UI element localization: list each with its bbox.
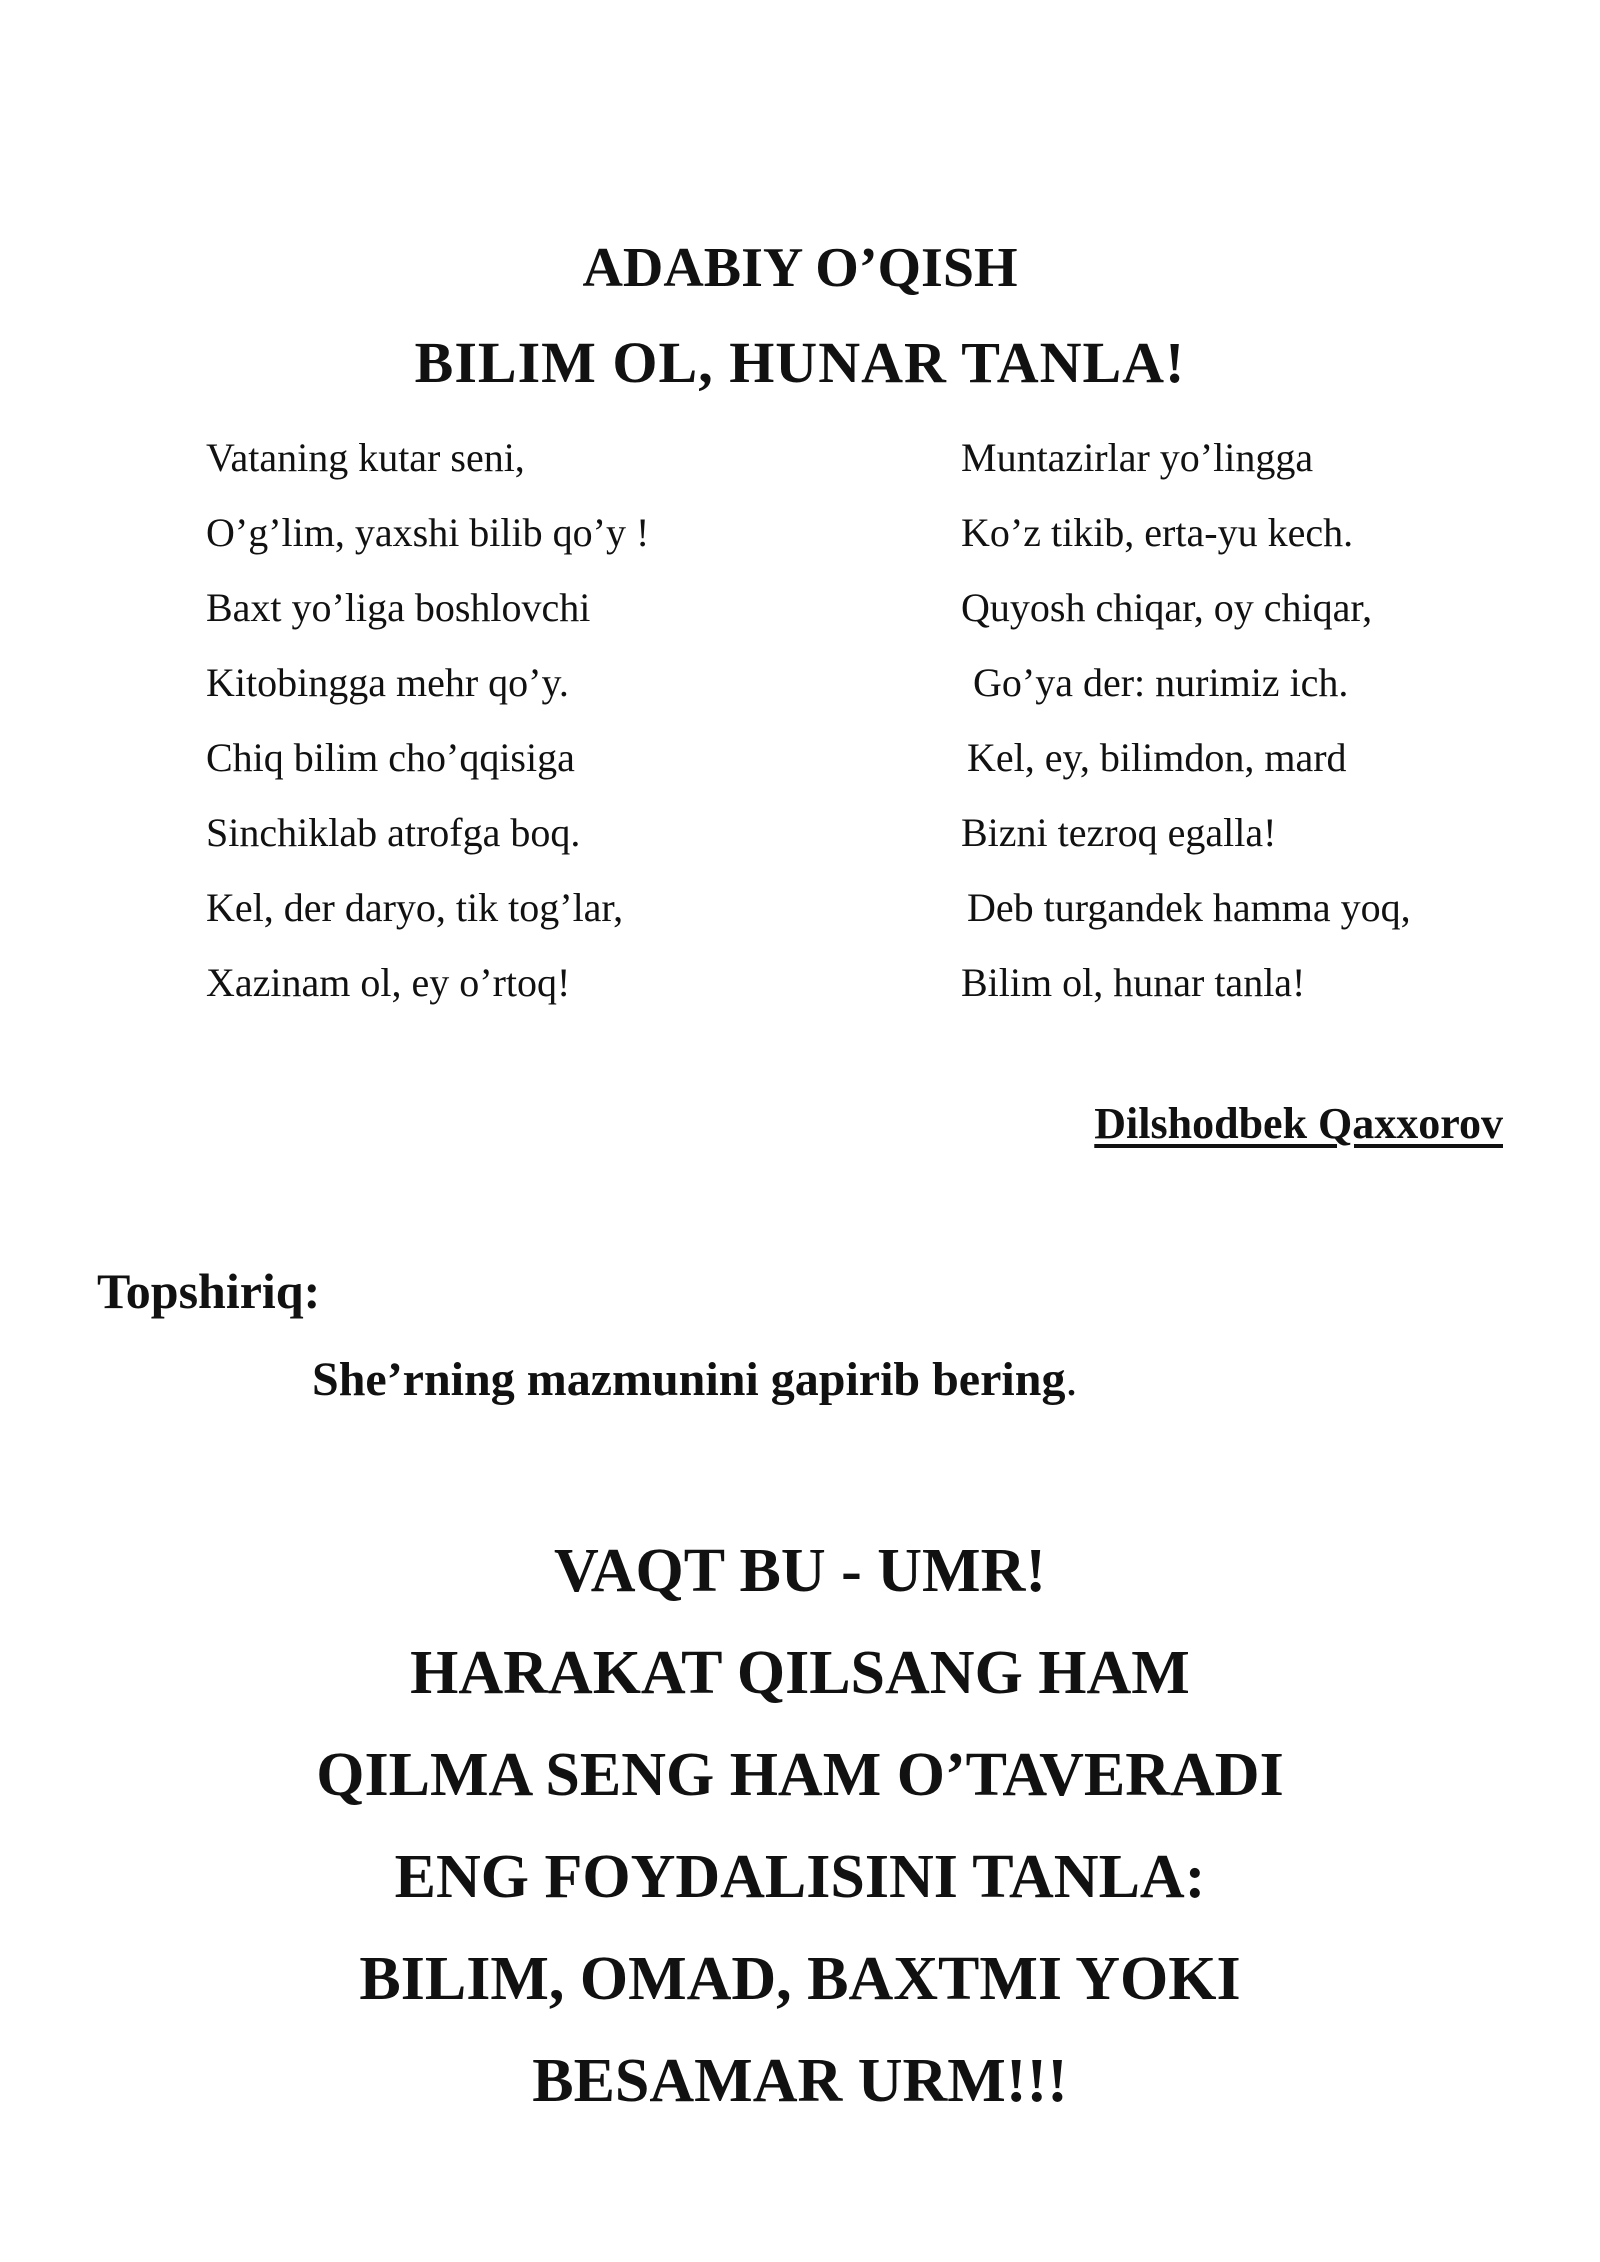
- page-title: ADABIY O’QISH: [582, 237, 1018, 299]
- poem-line: Sinchiklab atrofga boq.: [206, 810, 581, 855]
- motto-block: [0, 1520, 1600, 2132]
- motto-line: HARAKAT QILSANG HAM: [410, 1639, 1190, 1707]
- task-end-mark: .: [1065, 1353, 1078, 1406]
- motto-line: VAQT BU - UMR!: [553, 1537, 1046, 1605]
- poem-line: Deb turgandek hamma yoq,: [967, 885, 1411, 930]
- motto-line: BESAMAR URM!!!: [532, 2047, 1068, 2115]
- poem-line: Ko’z tikib, erta-yu kech.: [961, 510, 1354, 555]
- poem-line: Bilim ol, hunar tanla!: [961, 960, 1306, 1005]
- poem-line: Go’ya der: nurimiz ich.: [973, 660, 1349, 705]
- poem-line: Kitobingga mehr qo’y.: [206, 660, 569, 705]
- poem-line: Baxt yo’liga boshlovchi: [206, 585, 591, 630]
- poem-right-column: [961, 420, 1411, 1020]
- poem-line: Chiq bilim cho’qqisiga: [206, 735, 575, 780]
- poem-line: Kel, der daryo, tik tog’lar,: [206, 885, 624, 930]
- poem-title: BILIM OL, HUNAR TANLA!: [414, 330, 1186, 395]
- poem-line: Xazinam ol, ey o’rtoq!: [206, 960, 571, 1005]
- poem-line: Kel, ey, bilimdon, mard: [967, 735, 1347, 780]
- task-instruction: She’rning mazmunini gapirib bering: [312, 1353, 1066, 1406]
- poem-line: Vataning kutar seni,: [206, 435, 525, 480]
- poem-line: Quyosh chiqar, oy chiqar,: [961, 585, 1373, 630]
- poem-left-column: [206, 420, 649, 1020]
- motto-line: ENG FOYDALISINI TANLA:: [394, 1843, 1206, 1911]
- motto-line: QILMA SENG HAM O’TAVERADI: [316, 1741, 1284, 1809]
- task-text: [312, 1352, 1077, 1407]
- poem-line: Muntazirlar yo’lingga: [961, 435, 1314, 480]
- motto-line: BILIM, OMAD, BAXTMI YOKI: [359, 1945, 1241, 2013]
- poem-line: O’g’lim, yaxshi bilib qo’y !: [206, 510, 650, 555]
- task-label: Topshiriq:: [97, 1263, 321, 1319]
- poem-author: Dilshodbek Qaxxorov: [1094, 1099, 1503, 1148]
- poem-line: Bizni tezroq egalla!: [961, 810, 1277, 855]
